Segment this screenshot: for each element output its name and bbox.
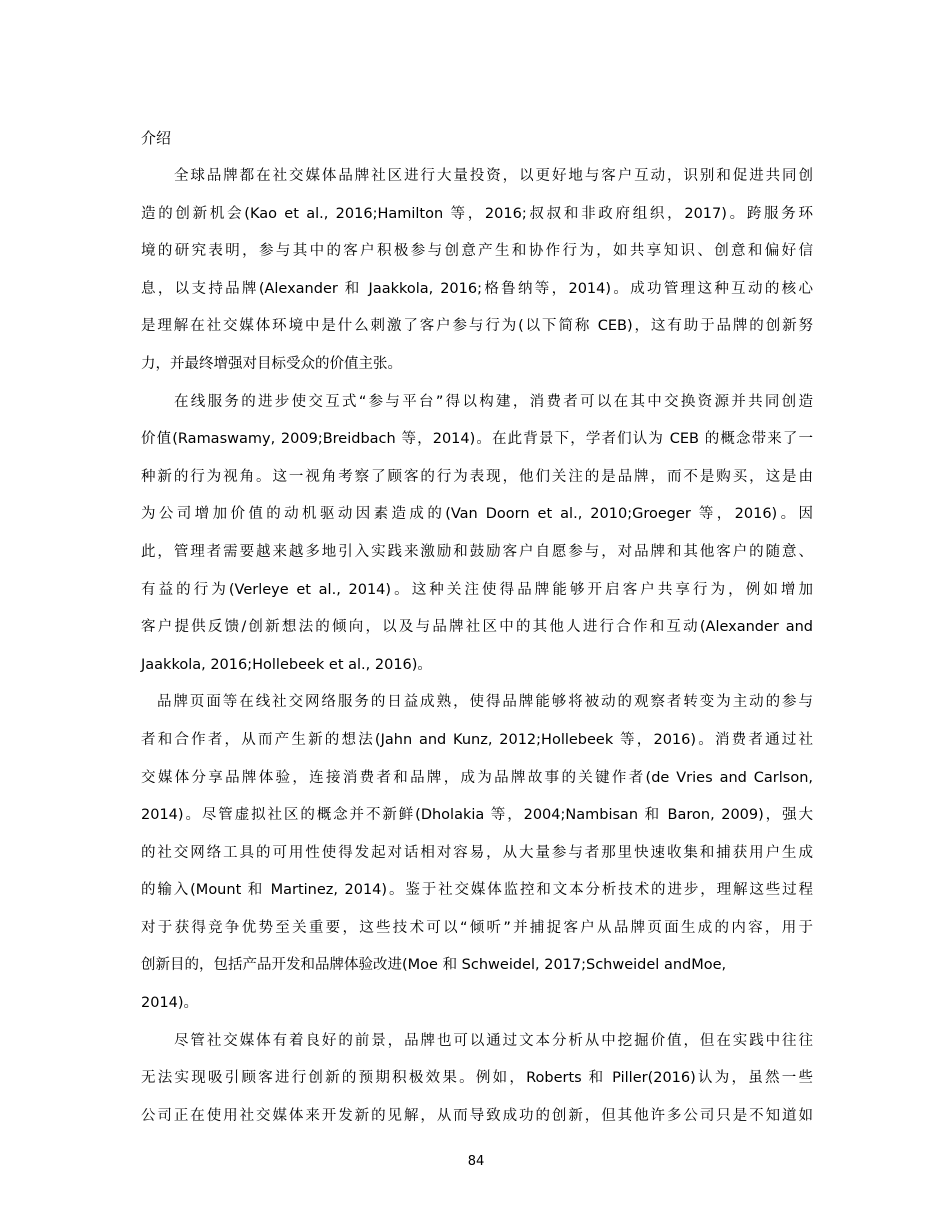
text-line: 交媒体分享品牌体验，连接消费者和品牌，成为品牌故事的关键作者(de Vries and Carlson,: [141, 769, 813, 786]
section-heading: 介绍: [141, 129, 172, 147]
text-line: 者和合作者，从而产生新的想法(Jahn and Kunz, 2012;Hollebeek 等，2016)。消费者通过社: [141, 731, 813, 748]
text-line: 此，管理者需要越来越多地引入实践来激励和鼓励客户自愿参与，对品牌和其他客户的随意、: [141, 543, 813, 560]
text-line: 境的研究表明，参与其中的客户积极参与创意产生和协作行为，如共享知识、创意和偏好信: [141, 243, 813, 260]
text-line: 在线服务的进步使交互式“参与平台”得以构建，消费者可以在其中交换资源并共同创造: [174, 393, 813, 410]
paragraph-4: [141, 1023, 813, 1136]
paragraph-1: [141, 158, 813, 384]
text-line: 品牌页面等在线社交网络服务的日益成熟，使得品牌能够将被动的观察者转变为主动的参与: [157, 694, 813, 711]
text-line: 造的创新机会(Kao et al., 2016;Hamilton 等，2016;叔叔和非政府组织，2017)。跨服务环: [141, 205, 813, 222]
text-line: 息，以支持品牌(Alexander 和 Jaakkola, 2016;格鲁纳等，2014)。成功管理这种互动的核心: [141, 280, 813, 297]
paragraph-2: [141, 384, 813, 685]
text-line: 对于获得竞争优势至关重要，这些技术可以“倾听”并捕捉客户从品牌页面生成的内容，用于: [141, 919, 813, 936]
text-line: 的社交网络工具的可用性使得发起对话相对容易，从大量参与者那里快速收集和捕获用户生成: [141, 844, 813, 861]
text-line: 种新的行为视角。这一视角考察了顾客的行为表现，他们关注的是品牌，而不是购买，这是由: [141, 468, 813, 485]
text-line: 创新目的，包括产品开发和品牌体验改进(Moe 和 Schweidel, 2017;Schweidel andMoe,: [141, 957, 727, 974]
text-line: Jaakkola, 2016;Hollebeek et al., 2016)。: [141, 656, 432, 673]
text-line: 力，并最终增强对目标受众的价值主张。: [141, 355, 402, 372]
text-line: 有益的行为(Verleye et al., 2014)。这种关注使得品牌能够开启客户共享行为，例如增加: [141, 581, 813, 598]
text-line: 公司正在使用社交媒体来开发新的见解，从而导致成功的创新，但其他许多公司只是不知道如: [141, 1107, 813, 1124]
text-line: 全球品牌都在社交媒体品牌社区进行大量投资，以更好地与客户互动，识别和促进共同创: [174, 168, 813, 184]
paragraph-3: [141, 684, 813, 1022]
text-line: 2014)。: [141, 995, 199, 1012]
text-line: 是理解在社交媒体环境中是什么刺激了客户参与行为(以下简称 CEB)，这有助于品牌的创新努: [141, 318, 813, 335]
text-line: 无法实现吸引顾客进行创新的预期积极效果。例如，Roberts 和 Piller(2016)认为，虽然一些: [141, 1070, 813, 1087]
text-line: 的输入(Mount 和 Martinez, 2014)。鉴于社交媒体监控和文本分析技术的进步，理解这些过程: [141, 882, 813, 899]
text-line: 2014)。尽管虚拟社区的概念并不新鲜(Dholakia 等，2004;Nambisan 和 Baron, 2009)，强大: [141, 807, 813, 824]
text-line: 尽管社交媒体有着良好的前景，品牌也可以通过文本分析从中挖掘价值，但在实践中往往: [174, 1032, 813, 1049]
text-line: 为公司增加价值的动机驱动因素造成的(Van Doorn et al., 2010;Groeger 等，2016)。因: [141, 506, 813, 523]
text-line: 价值(Ramaswamy, 2009;Breidbach 等，2014)。在此背景下，学者们认为 CEB 的概念带来了一: [141, 431, 813, 448]
page-body: [141, 120, 813, 1135]
text-line: 客户提供反馈/创新想法的倾向，以及与品牌社区中的其他人进行合作和互动(Alexander and: [141, 619, 813, 636]
page-number: 84: [467, 1154, 485, 1169]
